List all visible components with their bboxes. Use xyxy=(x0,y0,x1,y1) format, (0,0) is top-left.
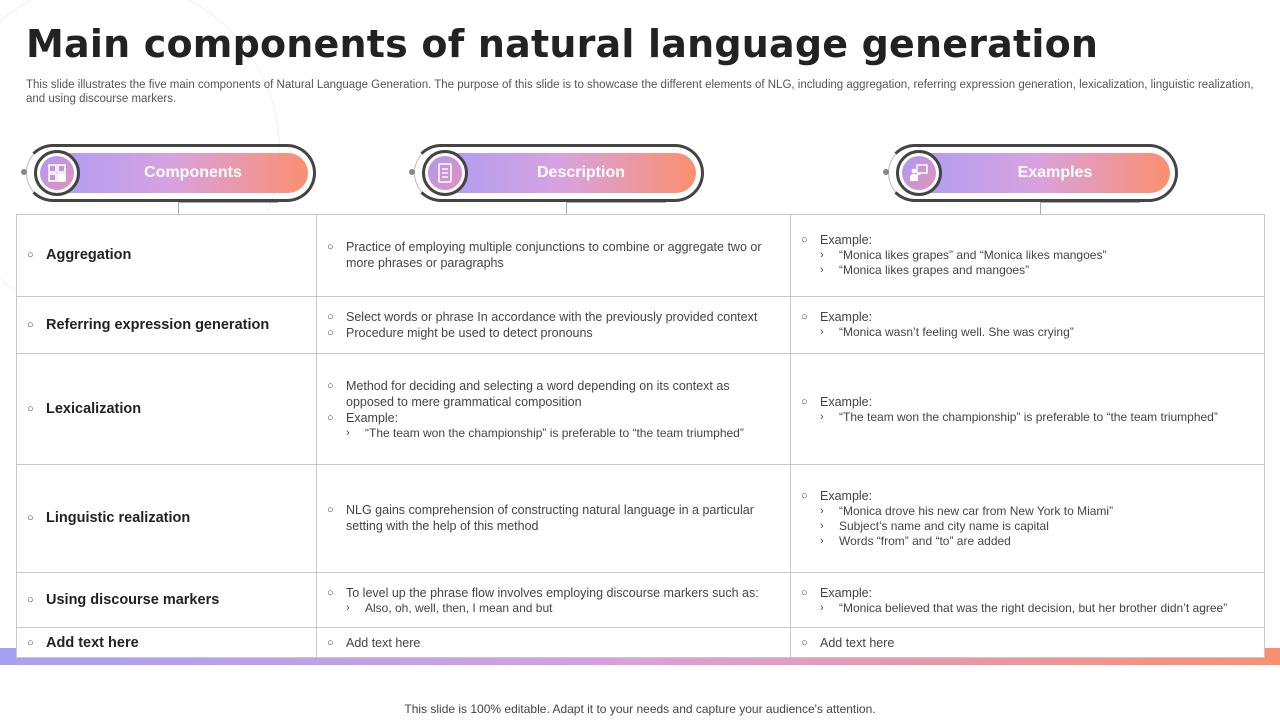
component-label: Add text here xyxy=(46,634,139,651)
table-row xyxy=(17,465,1265,573)
chevron-right-icon: › xyxy=(820,326,824,339)
description-line xyxy=(327,325,780,341)
connector xyxy=(566,202,666,203)
example-line xyxy=(801,601,1254,616)
example-text: “Monica likes grapes and mangoes” xyxy=(839,263,1030,278)
bullet-icon: ○ xyxy=(327,379,334,392)
description-line xyxy=(327,378,780,410)
puzzle-icon xyxy=(34,150,80,196)
connector xyxy=(1040,202,1140,203)
bullet-icon: ○ xyxy=(327,241,334,254)
table-row xyxy=(17,215,1265,297)
component-item xyxy=(27,635,306,651)
description-text: Example: xyxy=(346,410,399,425)
component-cell xyxy=(17,572,317,628)
example-header xyxy=(801,232,1254,248)
example-header xyxy=(801,394,1254,410)
chevron-right-icon: › xyxy=(820,534,824,547)
bullet-icon: ○ xyxy=(27,403,34,416)
example-line xyxy=(801,325,1254,340)
description-text: NLG gains comprehension of constructing natural language in a particular setting with the help of this method xyxy=(346,503,754,534)
description-line xyxy=(327,410,780,426)
example-line xyxy=(801,534,1254,549)
header-components-label: Components xyxy=(144,164,242,181)
page-subtitle: This slide illustrates the five main components of Natural Language Generation. The purpose of this slide is to showcase the different elements of NLG, including aggregation, referring expression generation, lexicalization, linguistic realization, and using discourse markers. xyxy=(26,79,1254,105)
chevron-right-icon: › xyxy=(820,519,824,532)
chevron-right-icon: › xyxy=(820,264,824,277)
example-label: Example: xyxy=(820,488,873,503)
description-line xyxy=(327,635,780,651)
description-line xyxy=(327,309,780,325)
bullet-icon: ○ xyxy=(801,586,808,599)
example-line xyxy=(801,248,1254,263)
description-text: Select words or phrase In accordance with the previously provided context xyxy=(346,309,758,324)
example-text: “Monica wasn’t feeling well. She was crying” xyxy=(839,325,1074,340)
example-text: “Monica drove his new car from New York to Miami” xyxy=(839,503,1114,518)
example-cell xyxy=(791,628,1265,658)
component-cell xyxy=(17,296,317,353)
bullet-icon: ○ xyxy=(27,594,34,607)
page-title: Main components of natural language generation xyxy=(26,22,1099,66)
component-cell xyxy=(17,628,317,658)
example-header xyxy=(801,585,1254,601)
example-cell xyxy=(791,215,1265,297)
chevron-right-icon: › xyxy=(820,504,824,517)
component-label: Using discourse markers xyxy=(46,592,220,609)
document-icon xyxy=(422,150,468,196)
chevron-right-icon: › xyxy=(820,410,824,423)
bullet-icon: ○ xyxy=(27,318,34,331)
component-item xyxy=(27,401,306,417)
table-row xyxy=(17,296,1265,353)
example-text: “Monica likes grapes” and “Monica likes mangoes” xyxy=(839,248,1107,263)
component-item xyxy=(27,592,306,608)
bullet-icon: ○ xyxy=(327,504,334,517)
table-row xyxy=(17,353,1265,464)
description-subtext: Also, oh, well, then, I mean and but xyxy=(365,600,553,615)
example-label: Example: xyxy=(820,585,873,600)
bullet-icon: ○ xyxy=(801,636,808,649)
connector xyxy=(178,202,278,203)
header-description-label: Description xyxy=(536,164,625,181)
example-cell xyxy=(791,572,1265,628)
footer-note: This slide is 100% editable. Adapt it to your needs and capture your audience's attention. xyxy=(404,702,876,716)
description-line xyxy=(327,502,780,534)
description-cell xyxy=(317,465,791,573)
example-text: Subject’s name and city name is capital xyxy=(839,518,1049,533)
example-label: Example: xyxy=(820,394,873,409)
bullet-icon: ○ xyxy=(801,489,808,502)
bullet-icon: ○ xyxy=(27,249,34,262)
description-line xyxy=(327,585,780,601)
description-subline xyxy=(327,426,780,441)
example-cell xyxy=(791,465,1265,573)
description-subtext: “The team won the championship” is preferable to “the team triumphed” xyxy=(365,425,744,440)
example-label: Example: xyxy=(820,233,873,248)
bullet-icon: ○ xyxy=(327,586,334,599)
component-item xyxy=(27,510,306,526)
example-text: Words “from” and “to” are added xyxy=(839,533,1011,548)
component-label: Referring expression generation xyxy=(46,316,270,333)
bullet-icon: ○ xyxy=(801,311,808,324)
bullet-icon: ○ xyxy=(327,411,334,424)
example-header xyxy=(801,488,1254,504)
description-text: Method for deciding and selecting a word depending on its context as opposed to mere grammatical composition xyxy=(346,378,730,409)
description-cell xyxy=(317,353,791,464)
example-line xyxy=(801,263,1254,278)
component-label: Aggregation xyxy=(46,247,132,264)
component-cell xyxy=(17,353,317,464)
example-text: “Monica believed that was the right decision, but her brother didn’t agree” xyxy=(839,600,1228,615)
example-line xyxy=(801,504,1254,519)
example-cell xyxy=(791,296,1265,353)
component-label: Linguistic realization xyxy=(46,510,191,527)
description-text: Practice of employing multiple conjunctions to combine or aggregate two or more phrases or paragraphs xyxy=(346,240,762,271)
example-line xyxy=(801,410,1254,425)
example-cell xyxy=(791,353,1265,464)
example-header xyxy=(801,309,1254,325)
table-row xyxy=(17,572,1265,628)
description-subline xyxy=(327,601,780,616)
component-item xyxy=(27,247,306,263)
bullet-icon: ○ xyxy=(327,326,334,339)
components-table xyxy=(16,214,1265,658)
description-cell xyxy=(317,296,791,353)
chevron-right-icon: › xyxy=(820,601,824,614)
example-header xyxy=(801,635,1254,651)
bullet-icon: ○ xyxy=(801,234,808,247)
description-cell xyxy=(317,215,791,297)
example-label: Example: xyxy=(820,310,873,325)
component-item xyxy=(27,317,306,333)
description-cell xyxy=(317,572,791,628)
chevron-right-icon: › xyxy=(820,249,824,262)
component-cell xyxy=(17,215,317,297)
bullet-icon: ○ xyxy=(327,636,334,649)
bullet-icon: ○ xyxy=(27,636,34,649)
bullet-icon: ○ xyxy=(327,310,334,323)
example-line xyxy=(801,519,1254,534)
bullet-icon: ○ xyxy=(27,512,34,525)
component-cell xyxy=(17,465,317,573)
presenter-icon xyxy=(896,150,942,196)
connector xyxy=(1040,202,1041,214)
connector xyxy=(178,202,179,214)
description-text: Procedure might be used to detect pronouns xyxy=(346,325,593,340)
header-examples-label: Examples xyxy=(1017,164,1093,181)
bullet-icon: ○ xyxy=(801,395,808,408)
chevron-right-icon: › xyxy=(346,426,350,439)
example-text: “The team won the championship” is preferable to “the team triumphed” xyxy=(839,409,1218,424)
connector xyxy=(566,202,567,214)
description-text: Add text here xyxy=(346,635,421,650)
example-label: Add text here xyxy=(820,635,895,650)
component-label: Lexicalization xyxy=(46,401,142,418)
table-row xyxy=(17,628,1265,658)
description-cell xyxy=(317,628,791,658)
chevron-right-icon: › xyxy=(346,601,350,614)
description-line xyxy=(327,239,780,271)
description-text: To level up the phrase flow involves employing discourse markers such as: xyxy=(346,585,759,600)
